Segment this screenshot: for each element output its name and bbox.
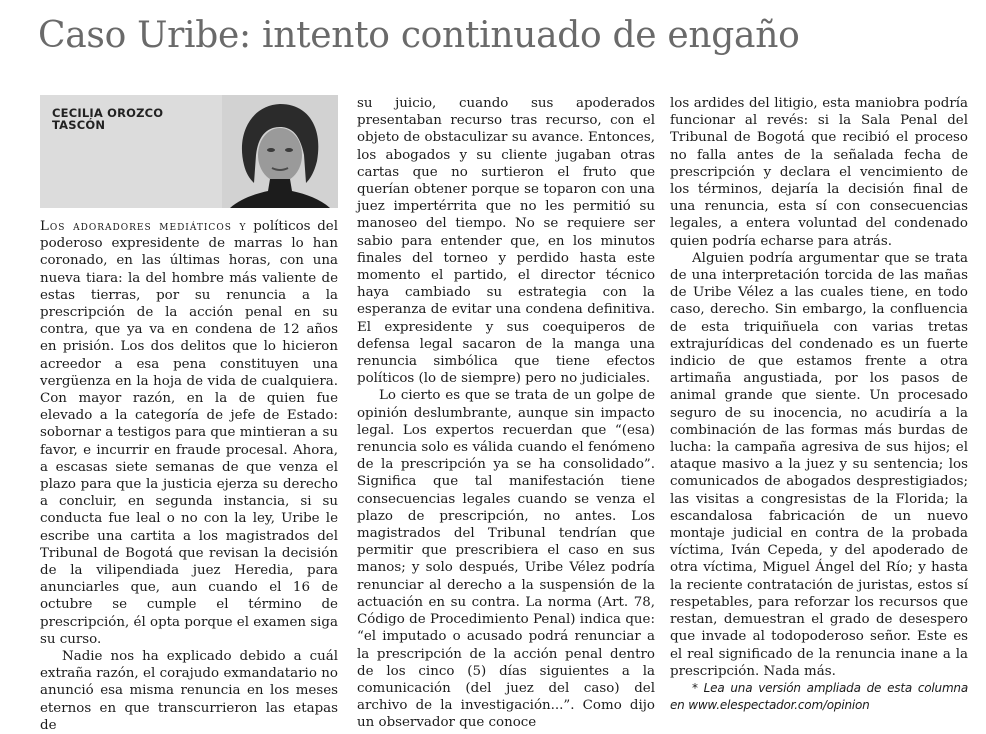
paragraph: Nadie nos ha explicado debido a cuál extraña razón, el corajudo exmandatario no anunció esa misma renuncia en los meses eternos en que transcurrieron las etapas de bbox=[40, 649, 338, 733]
paragraph bbox=[40, 218, 338, 648]
column-1 bbox=[40, 218, 338, 734]
footnote: * Lea una versión ampliada de esta columna en www.elespectador.com/opinion bbox=[670, 680, 968, 713]
author-name: CECILIA OROZCO TASCÓN bbox=[52, 106, 164, 132]
paragraph-text: políticos del poderoso expresidente de marras lo han coronado, en las últimas horas, con una nueva tiara: la del hombre más valiente de estas tierras, por su renuncia a la prescripción de la acción penal en su contra, que ya va en condena de 12 años en prisión. Los dos delitos que lo hicieron acreedor a esa pena constituyen una vergüenza en la hoja de vida de cualquiera. Con mayor razón, en la de quien fue elevado a la categoría de jefe de Estado: sobornar a testigos para que mintieran a su favor, e incurrir en fraude procesal. Ahora, a escasas siete semanas de que venza el plazo para que la justicia ejerza su derecho a concluir, en segunda instancia, si su conducta fue leal o no con la ley, Uribe le escribe una cartita a los magistrados del Tribunal de Bogotá que revisan la decisión de la vilipendiada juez Heredia, para anunciarles que, aun cuando el 16 de octubre se cumple el término de prescripción, él opta porque el examen siga su curso. bbox=[40, 219, 338, 647]
column-2 bbox=[357, 95, 655, 732]
paragraph: Alguien podría argumentar que se trata de una interpretación torcida de las mañas de Uribe Vélez a las cuales tiene, en todo caso, derecho. Sin embargo, la confluencia de esta triquiñuela con varias tretas extrajurídicas del condenado es un fuerte indicio de que estamos frente a otra artimaña angustiada, por los pasos de animal grande que siente. Un procesado seguro de su inocencia, no acudiría a la combinación de las formas más burdas de lucha: la campaña agresiva de sus hijos; el ataque masivo a la juez y su sentencia; los comunicados de abogados desprestigiados; las visitas a congresistas de la Florida; la escandalosa fabricación de un nuevo montaje judicial en contra de la probada víctima, Iván Cepeda, y del apoderado de otra víctima, Miguel Ángel del Río; y hasta la reciente contratación de juristas, estos sí respetables, para reforzar los recursos que restan, demuestran el grado de desespero que invade al todopoderoso señor. Este es el real significado de la renuncia inane a la prescripción. Nada más. bbox=[670, 250, 968, 679]
paragraph: los ardides del litigio, esta maniobra podría funcionar al revés: si la Sala Penal del Tribunal de Bogotá que recibió el proceso no falla antes de la señalada fecha de prescripción y declara el vencimiento de los términos, dejaría la decisión final de una renuncia, esta sí con consecuencias legales, a entera voluntad del condenado quien podría echarse para atrás. bbox=[670, 96, 968, 249]
author-photo bbox=[222, 95, 338, 208]
headline: Caso Uribe: intento continuado de engaño bbox=[38, 15, 800, 56]
paragraph: su juicio, cuando sus apoderados presentaban recurso tras recurso, con el objeto de obstaculizar su avance. Entonces, los abogados y su cliente jugaban otras cartas que no surtieron el fruto que querían obtener porque se toparon con una juez impertérrita que no les permitió su manoseo del tiempo. No se requiere ser sabio para entender que, en los minutos finales del torneo y perdido hasta este momento el partido, el director técnico haya cambiado su estrategia con la esperanza de evitar una condena definitiva. El expresidente y sus coequiperos de defensa legal sacaron de la manga una renuncia simbólica que tiene efectos políticos (lo de siempre) pero no judiciales. bbox=[357, 96, 655, 387]
column-3 bbox=[670, 95, 968, 714]
paragraph: Lo cierto es que se trata de un golpe de opinión deslumbrante, aunque sin impacto legal. Los expertos recuerdan que “(esa) renuncia solo es válida cuando el fenómeno de la prescripción ya se ha consolidado”. Significa que tal manifestación tiene consecuencias legales cuando se venza el plazo de prescripción, no antes. Los magistrados del Tribunal tendrían que permitir que prescribiera el caso en sus manos; y solo después, Uribe Vélez podría renunciar al derecho a la suspensión de la actuación en su contra. La norma (Art. 78, Código de Procedimiento Penal) indica que: “el imputado o acusado podrá renunciar a la prescripción de la acción penal dentro de los cinco (5) días siguientes a la comunicación (del juez del caso) del archivo de la investigación...”. Como dijo un observador que conoce bbox=[357, 388, 655, 731]
lead-in: Los adoradores mediáticos y bbox=[40, 219, 247, 234]
byline-box bbox=[40, 95, 338, 208]
